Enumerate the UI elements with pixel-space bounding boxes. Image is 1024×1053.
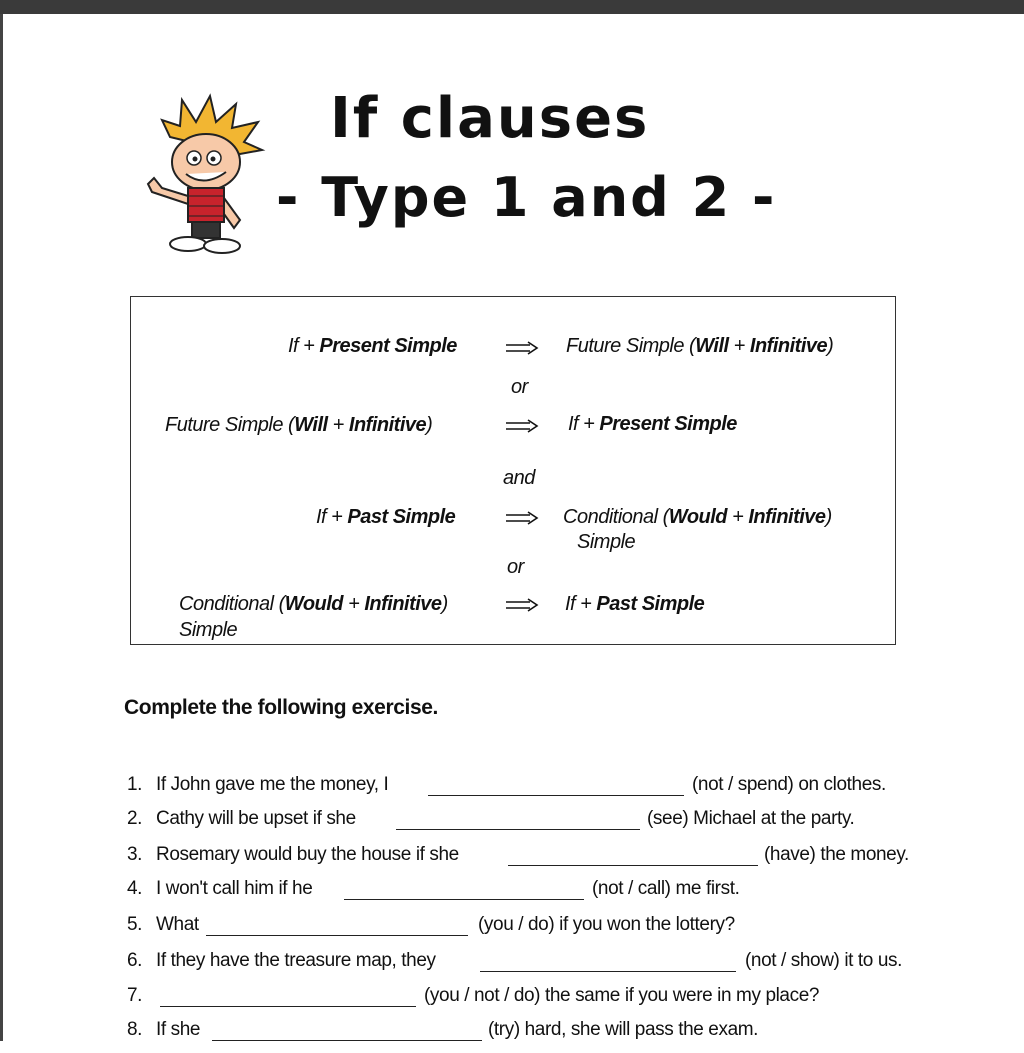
exercise-text-after: (have) the money. [764, 844, 909, 865]
rule4-left-plus: + [343, 593, 365, 615]
exercise-item [0, 844, 1024, 878]
exercise-item [0, 878, 1024, 912]
exercise-text-after: (you / do) if you won the lottery? [478, 914, 735, 935]
exercise-number: 6. [127, 950, 143, 971]
rule1-right-plain: Future Simple ( [566, 335, 696, 357]
rule4-left-bold2: Infinitive [364, 593, 442, 615]
rule2-left-close: ) [426, 414, 433, 436]
double-right-arrow-icon [504, 510, 540, 526]
title-line-2: - Type 1 and 2 - [276, 166, 777, 229]
rule4-left-plain: Conditional ( [179, 593, 285, 615]
exercise-text-after: (not / call) me first. [592, 878, 740, 899]
rule3-right-bold: Would [668, 506, 728, 528]
exercise-item [0, 808, 1024, 842]
rule3-right-close: ) [825, 506, 832, 528]
rule4-left [179, 593, 448, 616]
rule2-right [568, 413, 737, 436]
rule2-left-plain: Future Simple ( [165, 414, 295, 436]
and-label: and [503, 467, 535, 489]
rule1-right-close: ) [827, 335, 834, 357]
rule4-right-bold: Past Simple [596, 593, 705, 615]
answer-blank[interactable] [396, 829, 640, 830]
exercise-number: 5. [127, 914, 143, 935]
exercise-instruction: Complete the following exercise. [124, 696, 438, 719]
rule1-right-bold: Will [695, 335, 729, 357]
exercise-number: 1. [127, 774, 143, 795]
rule1-right [566, 335, 833, 358]
exercise-number: 3. [127, 844, 143, 865]
exercise-text-after: (not / show) it to us. [745, 950, 902, 971]
window-top-bar [0, 0, 1024, 14]
rules-box [130, 296, 896, 645]
exercise-text-before: What [156, 914, 199, 935]
rule2-right-if: If + [568, 413, 600, 435]
exercise-text-after: (you / not / do) the same if you were in my place? [424, 985, 820, 1006]
or-2: or [507, 556, 524, 578]
rule2-left [165, 414, 432, 437]
exercise-number: 2. [127, 808, 143, 829]
rule4-left-sub: Simple [179, 619, 238, 641]
exercise-number: 8. [127, 1019, 143, 1040]
double-right-arrow-icon [504, 597, 540, 613]
rule3-right-plain: Conditional ( [563, 506, 669, 528]
rule4-right-if: If + [565, 593, 597, 615]
rule4-left-close: ) [441, 593, 448, 615]
exercise-text-before: If they have the treasure map, they [156, 950, 436, 971]
double-right-arrow-icon [504, 340, 540, 356]
exercise-text-before: If she [156, 1019, 201, 1040]
rule4-right [565, 593, 704, 616]
double-right-arrow-icon [504, 418, 540, 434]
rule2-right-bold: Present Simple [599, 413, 737, 435]
rule2-left-bold2: Infinitive [348, 414, 427, 436]
exercise-text-after: (try) hard, she will pass the exam. [488, 1019, 759, 1040]
answer-blank[interactable] [508, 865, 758, 866]
or-1: or [511, 376, 528, 398]
rule1-left-if: If + [288, 335, 320, 357]
exercise-text-before: I won't call him if he [156, 878, 313, 899]
answer-blank[interactable] [344, 899, 584, 900]
answer-blank[interactable] [206, 935, 468, 936]
rule1-right-bold2: Infinitive [749, 335, 828, 357]
rule3-right-bold2: Infinitive [748, 506, 826, 528]
rule3-right [563, 506, 832, 529]
exercise-text-before: If John gave me the money, I [156, 774, 389, 795]
exercise-item [0, 950, 1024, 984]
rule3-left-if: If + [316, 506, 348, 528]
rule3-right-plus: + [727, 506, 749, 528]
rule1-right-plus: + [728, 335, 750, 357]
rule3-left [316, 506, 455, 529]
answer-blank[interactable] [428, 795, 684, 796]
answer-blank[interactable] [480, 971, 736, 972]
rule1-left-bold: Present Simple [319, 335, 457, 357]
rule2-left-bold: Will [294, 414, 328, 436]
answer-blank[interactable] [160, 1006, 416, 1007]
exercise-text-before: Rosemary would buy the house if she [156, 844, 459, 865]
exercise-item [0, 1019, 1024, 1053]
exercise-number: 4. [127, 878, 143, 899]
rule3-right-sub: Simple [577, 531, 636, 553]
rule4-left-bold: Would [284, 593, 344, 615]
exercise-item [0, 985, 1024, 1019]
exercise-item [0, 914, 1024, 948]
exercise-item [0, 774, 1024, 808]
rule1-left [288, 335, 457, 358]
cartoon-boy-thumbs-up-icon [140, 92, 275, 257]
title-line-1: If clauses [330, 86, 650, 151]
exercise-number: 7. [127, 985, 143, 1006]
rule3-left-bold: Past Simple [347, 506, 456, 528]
rule2-left-plus: + [327, 414, 349, 436]
exercise-text-after: (see) Michael at the party. [647, 808, 855, 829]
exercise-text-after: (not / spend) on clothes. [692, 774, 886, 795]
exercise-text-before: Cathy will be upset if she [156, 808, 356, 829]
